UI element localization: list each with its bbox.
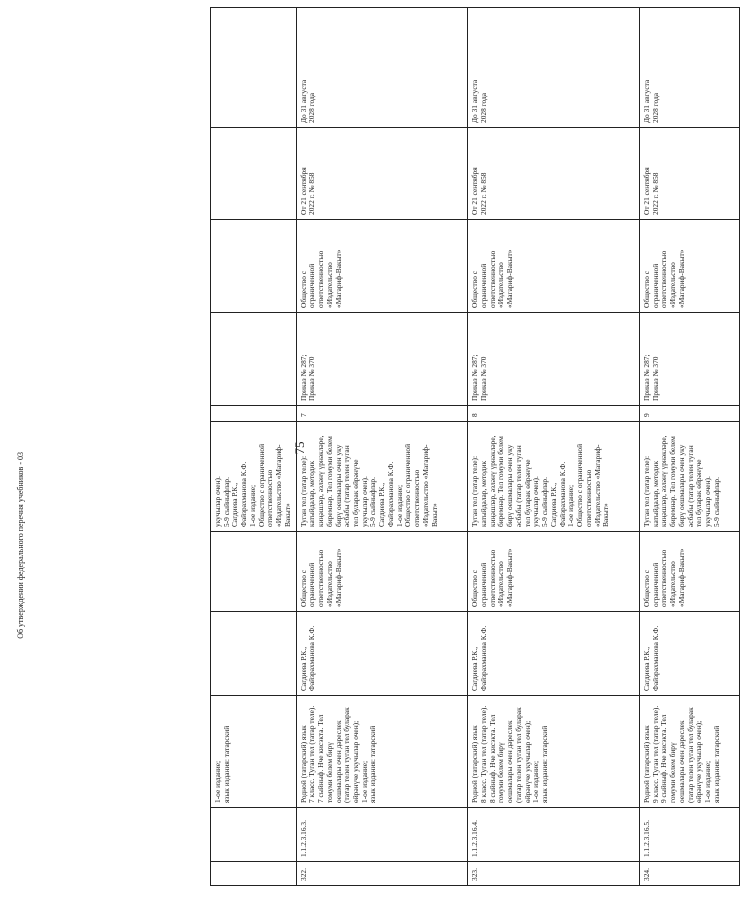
cell-publisher <box>211 532 297 612</box>
cell-order: Приказ № 287; Приказ № 370 <box>468 313 640 406</box>
cell-date: От 21 сентября 2022 г. № 858 <box>296 128 468 220</box>
cell-author: Сагдиева Р.К., Файзрахманова К.Ф. <box>468 612 640 696</box>
table-row <box>296 8 468 886</box>
cell-date <box>211 128 297 220</box>
cell-num: 322. <box>296 862 468 886</box>
cell-n: 7 <box>296 406 468 422</box>
cell-publisher: Общество с ограниченной ответственностью «Издательство «Магариф-Вакыт» <box>296 532 468 612</box>
cell-n: 8 <box>468 406 640 422</box>
cell-num <box>211 862 297 886</box>
cell-order <box>211 313 297 406</box>
cell-description: Туган тел (татар теле): катыйдалар, методик киңәшләр, әзләнү үрнәкләре, биремнәр. Тел гомуми белем бирү оешмалары очен уку әсбабы (татар телен туган тел буларак өйрәнүче укучылар очен). 5-9 сыйныфлар. Сагдиева Р.К., Файзрахманова К.Ф. 1-ое издание; Общество с ограниченной ответственностью «Издательство «Магариф- Вакыт» <box>468 422 640 532</box>
cell-order: Приказ № 287; Приказ № 370 <box>639 313 739 406</box>
textbook-table <box>210 7 740 886</box>
cell-until: До 31 августа 2028 года <box>296 8 468 128</box>
cell-n: 9 <box>639 406 739 422</box>
cell-publisher: Общество с ограниченной ответственностью «Издательство «Магариф-Вакыт» <box>639 532 739 612</box>
cell-publisher2: Общество с ограниченной ответственностью «Издательство «Магариф-Вакыт» <box>639 220 739 313</box>
cell-date: От 21 сентября 2022 г. № 858 <box>468 128 640 220</box>
cell-n <box>211 406 297 422</box>
cell-publisher2: Общество с ограниченной ответственностью «Издательство «Магариф-Вакыт» <box>296 220 468 313</box>
cell-num: 324. <box>639 862 739 886</box>
cell-description: Туган тел (татар теле): катыйдалар, методик киңәшләр, әзләнү үрнәкләре, биремнәр. Тел гомуми белем бирү оешмалары очен уку әсбабы (татар телен туган тел буларак өйрәнүче укучылар очен). 5-9 сыйныфлар. Сагдиева Р.К., Файзрахманова К.Ф. 1-ое издание; Общество с ограниченной ответственностью «Издательство «Магариф- Вакыт» <box>296 422 468 532</box>
cell-until: До 31 августа 2028 года <box>468 8 640 128</box>
cell-date: От 21 сентября 2022 г. № 858 <box>639 128 739 220</box>
cell-description-continuation: укучылар очен). 5-9 сыйныфлар. Сагдиева Р.К., Файзрахманова К.Ф. 1-ое издание; Общество с ограниченной ответственностью «Издательство «Магариф-Вакыт» <box>211 422 297 532</box>
cell-publisher: Общество с ограниченной ответственностью «Издательство «Магариф-Вакыт» <box>468 532 640 612</box>
cell-title: Родной (татарский) язык 9 класс. Туган тел (татар теле). 9 сыйныф. Нче кисэкта. Тел гомуми белем бирү оешмалары очен дәреслек (татар телен туган тел буларак өйрәнүче укучылар очен); 1-ое издание; язык издания: татарский <box>639 696 739 808</box>
table-row <box>639 8 739 886</box>
cell-description: Туган тел (татар теле): катыйдалар, методик киңәшләр, әзләнү үрнәкләре, биремнәр. Тел гомуми белем бирү оешмалары очен уку әсбабы (татар телен туган тел буларак өйрәнүче укучылар очен). 5-9 сыйныфлар. <box>639 422 739 532</box>
table-row <box>468 8 640 886</box>
cell-code: 1.1.2.3.16.4. <box>468 808 640 862</box>
cell-title: Родной (татарский) язык 7 класс. Туган тел (татар теле). 7 сыйныф. Нче кисэкта. Тел томуми белем бирү оешмалары очен дәреслек (татар телен туган тел буларак өйрәнүче укучылар очен); 1-ое издание; язык издания: татарский <box>296 696 468 808</box>
cell-author: Сагдиева Р.К., Файзрахманова К.Ф. <box>296 612 468 696</box>
cell-title: Родной (татарский) язык 8 класс. Туган тел (татар теле). 8 сыйныф. Нче кисэкта. Тел гомуми белем бирү оешмалары очен дәреслек (татар телен туган тел буларак өйрәнүче укучылар очен); 1-ое издание; язык издания: татарский <box>468 696 640 808</box>
cell-code: 1.1.2.3.16.5. <box>639 808 739 862</box>
cell-until: До 31 августа 2028 года <box>639 8 739 128</box>
cell-title-continuation: 1-ое издание; язык издания: татарский <box>211 696 297 808</box>
page-number: 75 <box>292 441 307 455</box>
cell-until <box>211 8 297 128</box>
cell-num: 323. <box>468 862 640 886</box>
document-table-wrapper <box>210 8 740 886</box>
cell-publisher2 <box>211 220 297 313</box>
footer-note <box>16 2 28 902</box>
cell-author <box>211 612 297 696</box>
cell-author: Сагдиева Р.К., Файзрахманова К.Ф. <box>639 612 739 696</box>
cell-publisher2: Общество с ограниченной ответственностью «Издательство «Магариф-Вакыт» <box>468 220 640 313</box>
footer-text: Об утверждении федерального перечня учебников - 03 <box>16 452 25 639</box>
cell-order: Приказ № 287; Приказ № 370 <box>296 313 468 406</box>
cell-code: 1.1.2.3.16.3. <box>296 808 468 862</box>
table-row-continuation <box>211 8 297 886</box>
cell-code <box>211 808 297 862</box>
